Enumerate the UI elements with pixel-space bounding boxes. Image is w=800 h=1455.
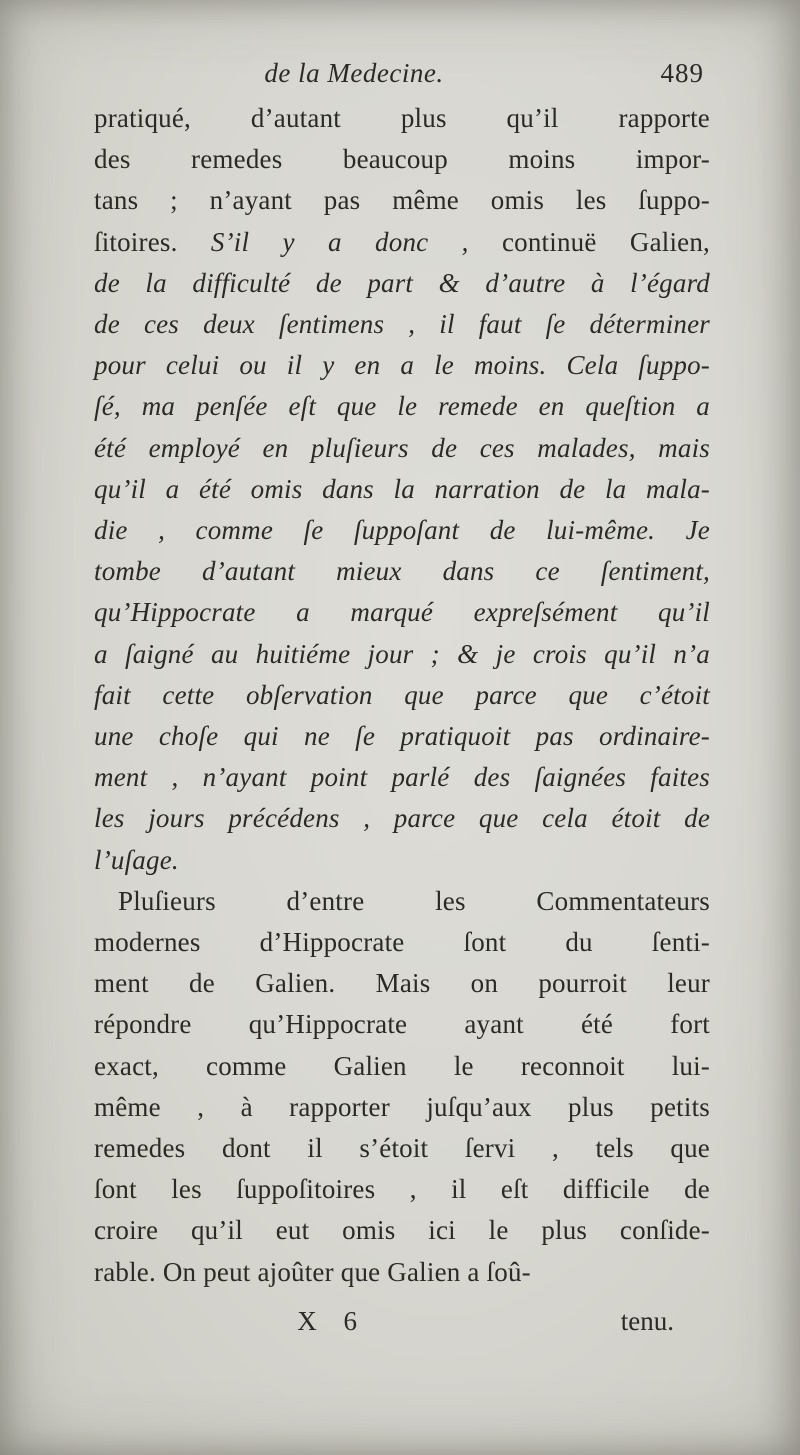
- roman-text: remedes dont il s’étoit ſervi , tels que: [94, 1133, 710, 1164]
- text-line: [94, 510, 710, 551]
- italic-text: de ces deux ſentimens , il faut ſe déterminer: [94, 309, 710, 340]
- text-line: [94, 757, 710, 798]
- page-number: 489: [660, 58, 704, 88]
- text-line: [94, 798, 710, 839]
- roman-text: pratiqué, d’autant plus qu’il rapporte: [94, 103, 710, 133]
- text-line: [94, 98, 710, 139]
- italic-text: l’uſage.: [94, 844, 179, 875]
- text-line: [94, 1087, 710, 1128]
- text-line: [94, 1004, 710, 1045]
- text-line: [94, 345, 710, 386]
- italic-text: fait cette obſervation que parce que c’étoit: [94, 679, 710, 710]
- text-line: [94, 716, 710, 757]
- page-header: [94, 52, 710, 94]
- text-line: [94, 263, 710, 304]
- signature-mark: X 6: [297, 1305, 368, 1336]
- catchword: tenu.: [620, 1305, 674, 1336]
- italic-text: ment , n’ayant point parlé des ſaignées faites: [94, 762, 710, 793]
- roman-text: continuë Galien,: [501, 226, 710, 257]
- roman-text: ſitoires.: [94, 226, 211, 257]
- text-line: [94, 180, 710, 221]
- roman-text: même , à rapporter juſqu’aux plus petits: [94, 1091, 710, 1122]
- text-line: [94, 1252, 710, 1293]
- text-line: [94, 1128, 710, 1169]
- italic-text: die , comme ſe ſuppoſant de lui-même. Je: [94, 515, 710, 546]
- text-line: [94, 551, 710, 592]
- text-line: [94, 222, 710, 263]
- text-line: [94, 469, 710, 510]
- text-line: [94, 592, 710, 633]
- text-line: [94, 922, 710, 963]
- text-line: [94, 428, 710, 469]
- roman-text: modernes d’Hippocrate ſont du ſenti-: [94, 927, 710, 958]
- text-line: [94, 1210, 710, 1251]
- roman-text: Pluſieurs d’entre les Commentateurs: [118, 885, 710, 916]
- roman-text: tans ; n’ayant pas même omis les ſuppo-: [94, 185, 710, 216]
- italic-text: une choſe qui ne ſe pratiquoit pas ordinaire-: [94, 721, 710, 752]
- roman-text: rable. On peut ajoûter que Galien a ſoû-: [94, 1256, 531, 1287]
- roman-text: des remedes beaucoup moins impor-: [94, 144, 710, 175]
- text-line: [94, 386, 710, 427]
- italic-text: été employé en pluſieurs de ces malades, mais: [94, 432, 710, 463]
- text-line: [94, 139, 710, 180]
- text-line: [94, 963, 710, 1004]
- text-line: [94, 1169, 710, 1210]
- italic-text: qu’il a été omis dans la narration de la mala-: [94, 473, 710, 504]
- text-line: [94, 675, 710, 716]
- roman-text: répondre qu’Hippocrate ayant été fort: [94, 1009, 710, 1040]
- roman-text: exact, comme Galien le reconnoit lui-: [94, 1050, 710, 1081]
- roman-text: croire qu’il eut omis ici le plus conſide-: [94, 1215, 710, 1246]
- roman-text: ment de Galien. Mais on pourroit leur: [94, 968, 710, 999]
- italic-text: qu’Hippocrate a marqué expreſsément qu’il: [94, 597, 710, 628]
- text-block: [94, 98, 710, 1293]
- text-line: [94, 304, 710, 345]
- italic-text: les jours précédens , parce que cela étoit de: [94, 803, 710, 834]
- italic-text: tombe d’autant mieux dans ce ſentiment,: [94, 556, 710, 587]
- italic-text: de la difficulté de part & d’autre à l’égard: [94, 267, 710, 298]
- italic-text: pour celui ou il y en a le moins. Cela ſuppo-: [94, 350, 710, 381]
- italic-text: a ſaigné au huitiéme jour ; & je crois qu’il n’a: [94, 638, 710, 669]
- page-footer: [94, 1299, 710, 1343]
- roman-text: ſont les ſuppoſitoires , il eſt difficile de: [94, 1174, 710, 1205]
- running-title: de la Medecine.: [264, 58, 444, 88]
- italic-text: S’il y a donc ,: [210, 226, 502, 257]
- italic-text: ſé, ma penſée eſt que le remede en queſtion a: [94, 391, 710, 422]
- text-line: [94, 840, 710, 881]
- text-line: [94, 1046, 710, 1087]
- text-line: [94, 634, 710, 675]
- text-line: [94, 881, 710, 922]
